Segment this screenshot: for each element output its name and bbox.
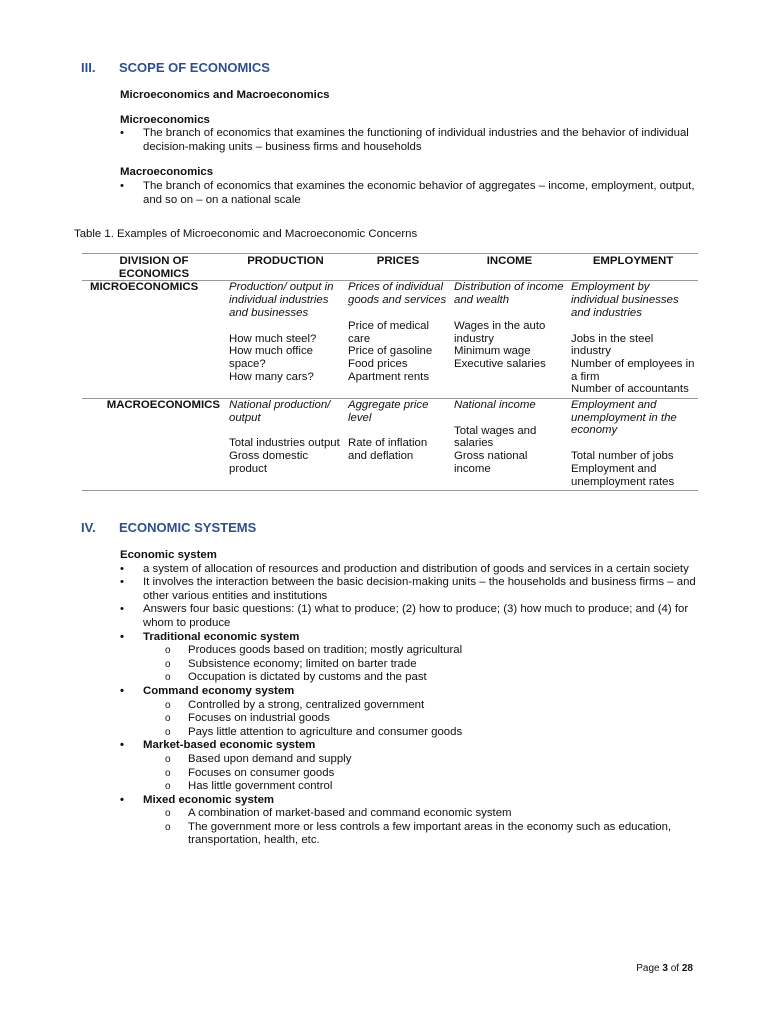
micro-employment-item: Jobs in the steel industry bbox=[571, 332, 654, 358]
header-prices: PRICES bbox=[345, 254, 451, 281]
section-3-number: III. bbox=[81, 60, 96, 75]
page-of: of bbox=[670, 963, 680, 974]
micro-bullet: • The branch of economics that examines the functioning of individual industries and the behavior of individual decision-making units – business firms and households bbox=[98, 127, 700, 154]
micro-employment-head: Employment by individual businesses and industries bbox=[571, 281, 679, 319]
system-type-traditional: • Traditional economic system bbox=[98, 631, 710, 645]
macro-bullet: • The branch of economics that examines the economic behavior of aggregates – income, employment, output, and so on – on a national scale bbox=[98, 180, 700, 207]
section-4-number: IV. bbox=[81, 520, 96, 535]
macro-production-item: Gross domestic product bbox=[229, 450, 309, 475]
macro-employment-head: Employment and unemployment in the economy bbox=[571, 399, 677, 437]
micro-production-item: How much office space? bbox=[229, 345, 313, 370]
header-income: INCOME bbox=[451, 254, 568, 281]
system-subitem: o Occupation is dictated by customs and the past bbox=[98, 671, 710, 685]
header-division: DIVISION OF ECONOMICS bbox=[82, 254, 226, 281]
page-footer bbox=[636, 962, 693, 976]
header-employment: EMPLOYMENT bbox=[568, 254, 698, 281]
table-caption: Table 1. Examples of Microeconomic and Macroeconomic Concerns bbox=[74, 228, 418, 240]
system-subitem: o Subsistence economy; limited on barter trade bbox=[98, 658, 710, 672]
table-header-row bbox=[82, 254, 698, 281]
section-4-body bbox=[120, 549, 710, 848]
micro-production-head: Production/ output in individual industries and businesses bbox=[229, 281, 334, 319]
system-type-command: • Command economy system bbox=[98, 685, 710, 699]
header-production: PRODUCTION bbox=[226, 254, 345, 281]
table-row-macro bbox=[82, 399, 698, 491]
macro-prices-item: Rate of inflation and deflation bbox=[348, 437, 428, 463]
section-3-body bbox=[120, 89, 700, 207]
system-bullet: • a system of allocation of resources and production and distribution of goods and services in a certain society bbox=[98, 563, 710, 577]
scope-subtitle: Microeconomics and Macroeconomics bbox=[120, 89, 330, 101]
system-bullet: • Answers four basic questions: (1) what to produce; (2) how to produce; (3) how much to produce; and (4) for whom to produce bbox=[98, 603, 710, 630]
macro-employment-item: Employment and unemployment rates bbox=[571, 462, 675, 488]
section-3-heading bbox=[81, 61, 270, 75]
micro-income-item: Wages in the auto industry bbox=[454, 319, 546, 345]
section-3-title: SCOPE OF ECONOMICS bbox=[119, 60, 270, 75]
concerns-table bbox=[82, 253, 698, 491]
micro-employment-item: Number of employees in a firm bbox=[571, 357, 695, 383]
micro-employment-item: Number of accountants bbox=[571, 383, 689, 396]
macro-employment-item: Total number of jobs bbox=[571, 450, 674, 463]
macro-prices-head: Aggregate price level bbox=[348, 399, 429, 424]
micro-division: MICROECONOMICS bbox=[90, 281, 199, 294]
macro-income-head: National income bbox=[454, 399, 536, 412]
page-total: 28 bbox=[681, 963, 693, 974]
economic-system-subtitle: Economic system bbox=[120, 549, 217, 561]
system-subitem: o Focuses on consumer goods bbox=[98, 767, 710, 781]
system-type-mixed: • Mixed economic system bbox=[98, 794, 710, 808]
micro-prices-cell bbox=[345, 281, 451, 399]
micro-production-item: How many cars? bbox=[229, 370, 314, 383]
system-subitem: o Pays little attention to agriculture and consumer goods bbox=[98, 726, 710, 740]
micro-production-cell bbox=[226, 281, 345, 399]
micro-employment-cell bbox=[568, 281, 698, 399]
micro-income-item: Executive salaries bbox=[454, 357, 546, 370]
table-row-micro bbox=[82, 281, 698, 399]
macro-income-item: Total wages and salaries bbox=[454, 424, 537, 450]
system-subitem: o Based upon demand and supply bbox=[98, 753, 710, 767]
micro-prices-item: Apartment rents bbox=[348, 370, 430, 383]
system-type-market: • Market-based economic system bbox=[98, 739, 710, 753]
macro-prices-cell bbox=[345, 399, 451, 491]
macro-income-cell bbox=[451, 399, 568, 491]
system-subitem: o A combination of market-based and command economic system bbox=[98, 807, 710, 821]
page-label: Page bbox=[636, 963, 660, 974]
system-subitem: o Produces goods based on tradition; mostly agricultural bbox=[98, 644, 710, 658]
page-current: 3 bbox=[662, 963, 668, 974]
system-subitem: o Has little government control bbox=[98, 780, 710, 794]
section-4-title: ECONOMIC SYSTEMS bbox=[119, 520, 257, 535]
macro-heading: Macroeconomics bbox=[120, 166, 214, 179]
system-subitem: o Focuses on industrial goods bbox=[98, 712, 710, 726]
micro-prices-head: Prices of individual goods and services bbox=[348, 281, 447, 307]
macro-employment-cell bbox=[568, 399, 698, 491]
micro-heading: Microeconomics bbox=[120, 113, 210, 126]
system-bullet: • It involves the interaction between the basic decision-making units – the households and business firms – and other various entities and institutions bbox=[98, 576, 710, 603]
macro-income-item: Gross national income bbox=[454, 450, 528, 475]
micro-prices-item: Price of gasoline bbox=[348, 345, 433, 358]
macro-division: MACROECONOMICS bbox=[82, 399, 226, 491]
macro-production-item: Total industries output bbox=[229, 437, 340, 450]
micro-income-item: Minimum wage bbox=[454, 345, 531, 358]
micro-production-item: How much steel? bbox=[229, 332, 317, 345]
section-4-heading bbox=[81, 521, 256, 535]
macro-production-head: National production/ output bbox=[229, 399, 331, 424]
micro-prices-item: Food prices bbox=[348, 357, 408, 370]
system-subitem: o Controlled by a strong, centralized government bbox=[98, 699, 710, 713]
micro-prices-item: Price of medical care bbox=[348, 319, 430, 345]
micro-income-cell bbox=[451, 281, 568, 399]
system-subitem: o The government more or less controls a few important areas in the economy such as education, transportation, health, etc. bbox=[98, 821, 710, 848]
macro-production-cell bbox=[226, 399, 345, 491]
micro-income-head: Distribution of income and wealth bbox=[454, 281, 564, 307]
